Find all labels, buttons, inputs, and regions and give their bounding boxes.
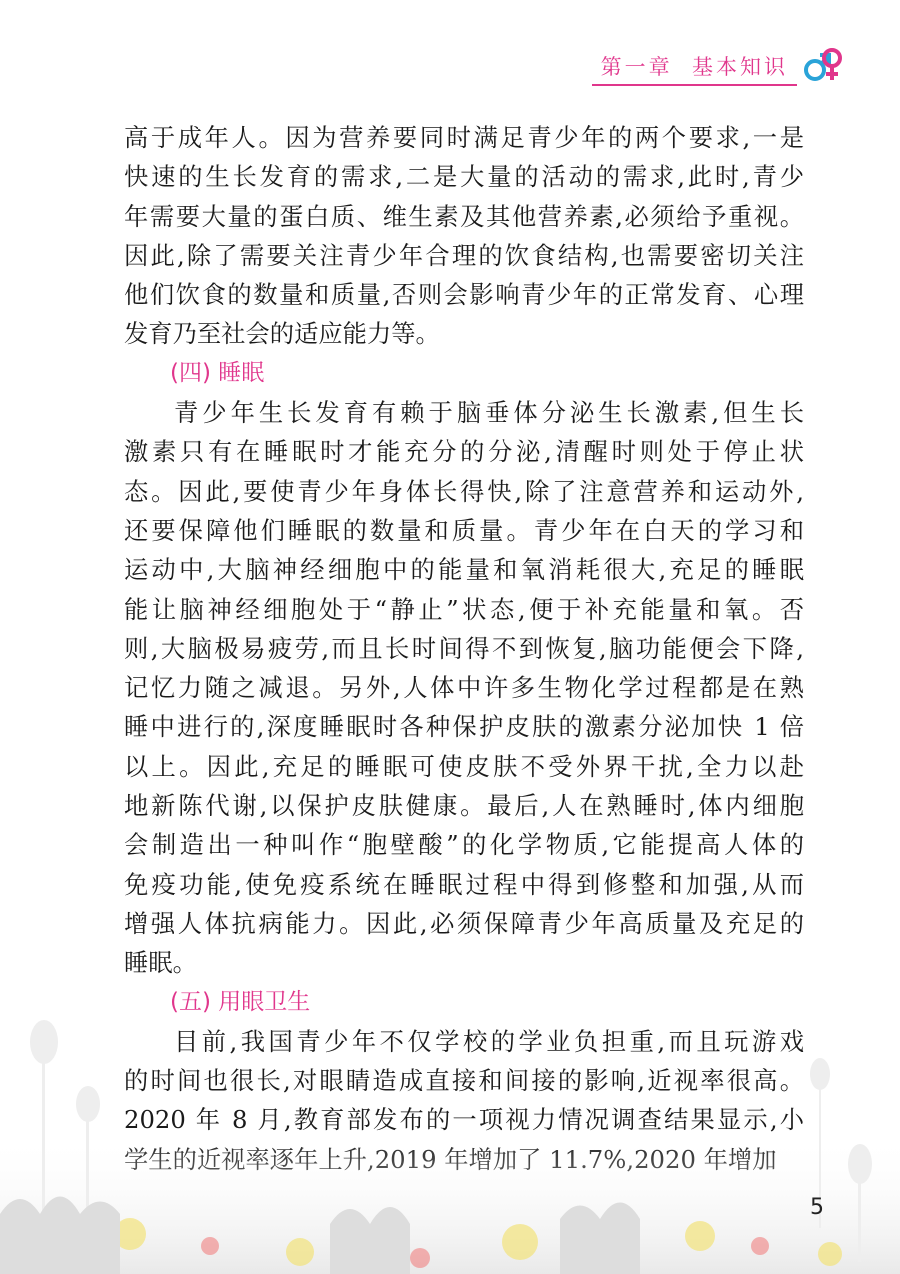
text-line: 运动中,大脑神经细胞中的能量和氧消耗很大,充足的睡眠	[124, 555, 804, 585]
text-line: 发育乃至社会的适应能力等。	[124, 319, 440, 349]
text-line: 2020 年 8 月,教育部发布的一项视力情况调查结果显示,小	[124, 1105, 804, 1135]
text-line: 还要保障他们睡眠的数量和质量。青少年在白天的学习和	[124, 515, 804, 545]
text-line: 记忆力随之减退。另外,人体中许多生物化学过程都是在熟	[124, 673, 804, 703]
text-line: 他们饮食的数量和质量,否则会影响青少年的正常发育、心理	[124, 280, 804, 310]
text-line: 的时间也很长,对眼睛造成直接和间接的影响,近视率很高。	[124, 1066, 804, 1096]
text-line: 地新陈代谢,以保护皮肤健康。最后,人在熟睡时,体内细胞	[124, 791, 804, 821]
section-heading: (四) 睡眠	[170, 359, 265, 386]
text-line: 增强人体抗病能力。因此,必须保障青少年高质量及充足的	[124, 908, 804, 938]
text-line: 免疫功能,使免疫系统在睡眠过程中得到修整和加强,从而	[124, 869, 804, 899]
text-line: 快速的生长发育的需求,二是大量的活动的需求,此时,青少	[124, 162, 804, 192]
text-line: 激素只有在睡眠时才能充分的分泌,清醒时则处于停止状	[124, 437, 804, 467]
section-heading: (五) 用眼卫生	[170, 988, 311, 1015]
text-line: 年需要大量的蛋白质、维生素及其他营养素,必须给予重视。	[124, 201, 804, 231]
text-line: 则,大脑极易疲劳,而且长时间得不到恢复,脑功能便会下降,	[124, 633, 804, 663]
header-rule	[592, 84, 797, 86]
flower-meadow-illustration	[0, 1014, 900, 1274]
text-line: 青少年生长发育有赖于脑垂体分泌生长激素,但生长	[174, 398, 804, 428]
text-line: 以上。因此,充足的睡眠可使皮肤不受外界干扰,全力以赴	[124, 751, 804, 781]
text-line: 能让脑神经细胞处于“静止”状态,便于补充能量和氧。否	[124, 594, 804, 624]
page-number: 5	[810, 1195, 824, 1220]
text-line: 睡中进行的,深度睡眠时各种保护皮肤的激素分泌加快 1 倍	[124, 712, 804, 742]
text-line: 睡眠。	[124, 948, 197, 978]
running-header	[601, 44, 846, 88]
male-female-symbol-icon	[800, 44, 846, 88]
text-line: 态。因此,要使青少年身体长得快,除了注意营养和运动外,	[124, 476, 804, 506]
text-line: 目前,我国青少年不仅学校的学业负担重,而且玩游戏	[174, 1026, 804, 1056]
text-line: 高于成年人。因为营养要同时满足青少年的两个要求,一是	[124, 123, 804, 152]
paragraph	[124, 118, 804, 354]
paragraph	[124, 393, 804, 982]
chapter-title: 第一章 基本知识	[600, 55, 788, 79]
text-line: 因此,除了需要关注青少年合理的饮食结构,也需要密切关注	[124, 240, 804, 270]
text-line: 会制造出一种叫作“胞壁酸”的化学物质,它能提高人体的	[124, 830, 804, 860]
